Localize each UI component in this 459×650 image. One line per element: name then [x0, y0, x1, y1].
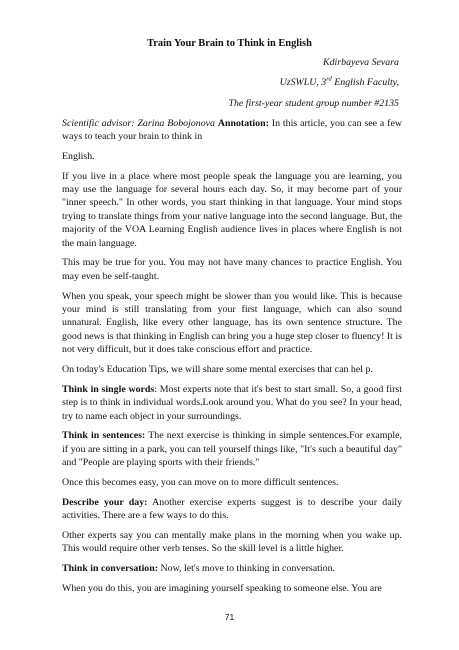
describe-day-text: Another exercise experts suggest is to describe your daily activities. There are a few ways to do this.: [62, 496, 403, 522]
annotation-label: Annotation:: [217, 118, 269, 129]
paragraph-education-tips: On today's Education Tips, we will share some mental exercises that can hel p.: [62, 364, 373, 376]
affiliation-superscript: rd: [326, 75, 332, 83]
affiliation-text-rest: English Faculty,: [331, 77, 399, 88]
paragraph-inner-speech: If you live in a place where most people speak the language you are learning, you may use the language for several hours each day. So, it may become part of your "inner speech." In other words, you start thinking in that language. Your mind stops trying to translate things from your native language into the second language. But, the majority of the VOA Learning English audience lives in places where English is not the main language.: [62, 170, 402, 249]
author-affiliation: [280, 76, 399, 89]
paragraph-conversation: [62, 562, 402, 575]
single-words-text: : Most experts note that it's best to start small. So, a good first step is to think in individual words.Look around you. What do you see? In your head, try to name each object in your surroundings.: [62, 383, 402, 422]
paragraph-self-taught: This may be true for you. You may not have many chances to practice English. You may even be self-taught.: [62, 257, 402, 282]
paragraph-mental-plans: Other experts say you can mentally make plans in the morning when you wake up. This would require other verb tenses. So the skill level is a little higher.: [62, 530, 402, 555]
paragraph-english: English.: [62, 150, 95, 162]
paragraph-speech-speed: When you speak, your speech might be slower than you would like. This is because your mind is still translating from your first language, which can also sound unnatural. English, like every other language, has its own sentence structure. The good news is that thinking in English can bring you a huge step closer to fluency! It is not very difficult, but it does take conscious effort and practice.: [62, 290, 402, 356]
conversation-heading: Think in conversation:: [62, 563, 159, 575]
affiliation-text: UzSWLU, 3: [279, 77, 327, 88]
advisor-annotation-paragraph: [62, 117, 402, 144]
sentences-text: The next exercise is thinking in simple sentences.For example, if you are sitting in a park, you can tell yourself things like, "It's such a beautiful day" and "People are playing sports with their friends.": [62, 430, 402, 469]
annotation-text: In this article, you can see a few ways to teach your brain to think in: [62, 118, 402, 143]
author-name: Kdirbayeva Sevara: [323, 57, 399, 68]
paragraph-difficult-sentences: Once this becomes easy, you can move on to more difficult sentences.: [62, 477, 339, 489]
scientific-advisor: Scientific advisor: Zarina Bobojonova: [62, 118, 215, 129]
page-number: 71: [224, 612, 235, 622]
paragraph-imagining: When you do this, you are imagining yourself speaking to someone else. You are: [62, 583, 382, 595]
single-words-heading: Think in single words: [62, 383, 155, 395]
paragraph-sentences: [62, 429, 402, 469]
sentences-heading: Think in sentences:: [62, 430, 146, 442]
conversation-text: Now, let's move to thinking in conversation.: [158, 563, 335, 575]
student-group: The first-year student group number #2135: [228, 98, 399, 109]
paragraph-single-words: [62, 383, 402, 423]
article-title: Train Your Brain to Think in English: [147, 38, 312, 49]
describe-day-heading: Describe your day:: [62, 496, 148, 508]
paragraph-describe-day: [62, 496, 402, 523]
article-body: [62, 117, 402, 602]
